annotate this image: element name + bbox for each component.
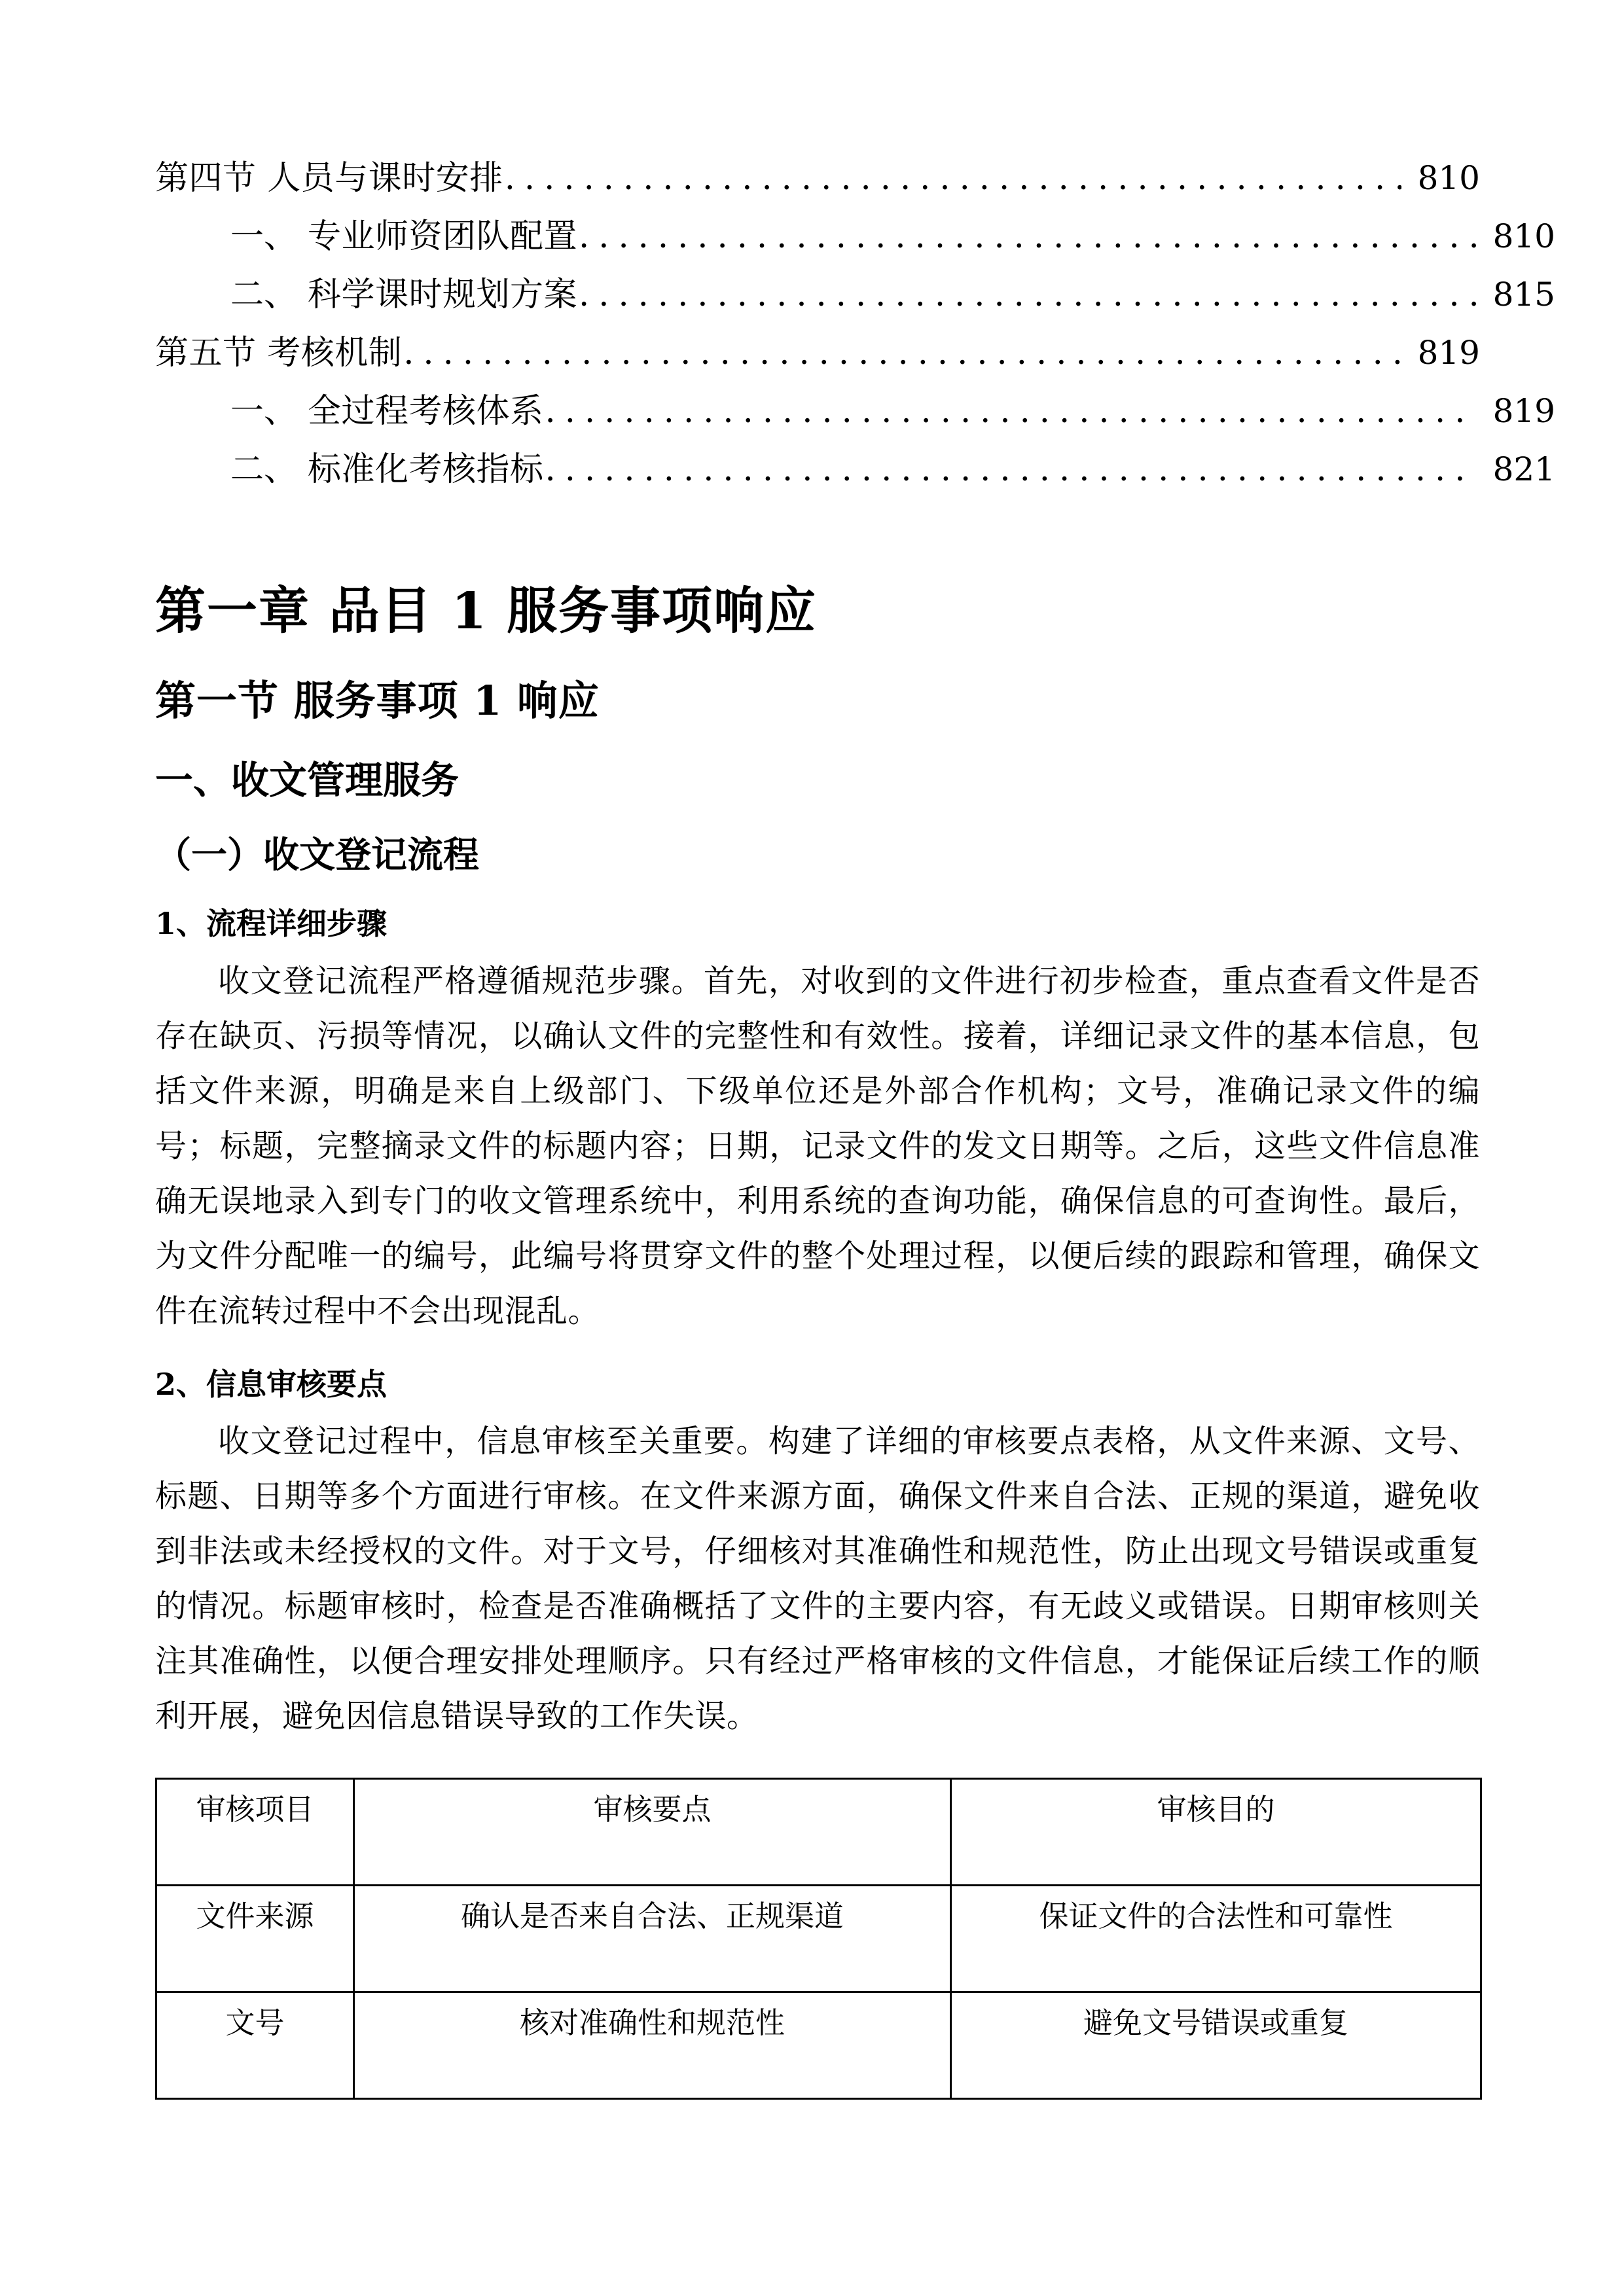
toc-entry-prefix: 一、 [230, 217, 298, 256]
toc-entry-prefix: 二、 [230, 276, 298, 314]
toc-entry[interactable] [155, 207, 1555, 266]
toc-entry-prefix: 二、 [230, 450, 298, 489]
toc-page-number: 810 [1417, 159, 1480, 197]
chapter-heading: 第一章 品目 1 服务事项响应 [155, 582, 817, 641]
toc-entry-label: 标准化考核指标 [308, 450, 544, 489]
item-heading-2: 2、信息审核要点 [155, 1366, 388, 1402]
toc-leader-dots [579, 278, 1477, 312]
page-content [155, 0, 1555, 2100]
toc-page-number: 815 [1492, 276, 1555, 314]
toc-leader-dots [545, 395, 1477, 428]
table-of-contents [155, 149, 1555, 499]
toc-leader-dots [403, 336, 1401, 370]
table-header-cell: 审核项目 [156, 1779, 354, 1886]
toc-entry-label: 专业师资团队配置 [308, 217, 578, 256]
toc-entry[interactable] [155, 440, 1555, 499]
toc-leader-dots [505, 162, 1401, 195]
toc-leader-dots [579, 220, 1477, 253]
toc-entry[interactable] [155, 382, 1555, 440]
table-cell: 核对准确性和规范性 [354, 1992, 951, 2099]
table-cell: 确认是否来自合法、正规渠道 [354, 1886, 951, 1992]
toc-entry-label: 科学课时规划方案 [308, 276, 578, 314]
subsubsection-heading: （一）收文登记流程 [155, 833, 480, 876]
toc-entry-prefix: 一、 [230, 392, 298, 431]
toc-entry[interactable] [155, 324, 1480, 382]
table-header-cell: 审核要点 [354, 1779, 951, 1886]
table-cell: 避免文号错误或重复 [951, 1992, 1481, 2099]
toc-page-number: 819 [1492, 392, 1555, 430]
table-row [156, 1992, 1481, 2099]
section-heading: 第一节 服务事项 1 响应 [155, 677, 600, 725]
toc-page-number: 819 [1417, 334, 1480, 372]
toc-leader-dots [545, 453, 1477, 486]
item-heading-1: 1、流程详细步骤 [155, 906, 388, 941]
table-header-cell: 审核目的 [951, 1779, 1481, 1886]
table-header-row [156, 1779, 1481, 1886]
table-cell: 文号 [156, 1992, 354, 2099]
subsection-heading: 一、收文管理服务 [155, 757, 460, 802]
audit-points-table [155, 1778, 1482, 2100]
table-cell: 文件来源 [156, 1886, 354, 1992]
table-row [156, 1886, 1481, 1992]
toc-entry-label: 第四节 人员与课时安排 [155, 159, 503, 198]
body-paragraph-2: 收文登记过程中，信息审核至关重要。构建了详细的审核要点表格，从文件来源、文号、标题、日期等多个方面进行审核。在文件来源方面，确保文件来自合法、正规的渠道，避免收到非法或未经授权的文件。对于文号，仔细核对其准确性和规范性，防止出现文号错误或重复的情况。标题审核时，检查是否准确概括了文件的主要内容，有无歧义或错误。日期审核则关注其准确性，以便合理安排处理顺序。只有经过严格审核的文件信息，才能保证后续工作的顺利开展，避免因信息错误导致的工作失误。 [155, 1423, 1480, 1734]
toc-entry-label: 全过程考核体系 [308, 392, 544, 431]
toc-page-number: 821 [1492, 450, 1555, 488]
toc-entry[interactable] [155, 266, 1555, 324]
toc-page-number: 810 [1492, 217, 1555, 255]
body-paragraph-1: 收文登记流程严格遵循规范步骤。首先，对收到的文件进行初步检查，重点查看文件是否存在缺页、污损等情况，以确认文件的完整性和有效性。接着，详细记录文件的基本信息，包括文件来源，明确是来自上级部门、下级单位还是外部合作机构；文号，准确记录文件的编号；标题，完整摘录文件的标题内容；日期，记录文件的发文日期等。之后，这些文件信息准确无误地录入到专门的收文管理系统中，利用系统的查询功能，确保信息的可查询性。最后，为文件分配唯一的编号，此编号将贯穿文件的整个处理过程，以便后续的跟踪和管理，确保文件在流转过程中不会出现混乱。 [155, 962, 1480, 1329]
table-cell: 保证文件的合法性和可靠性 [951, 1886, 1481, 1992]
toc-entry-label: 第五节 考核机制 [155, 334, 403, 372]
toc-entry[interactable] [155, 149, 1480, 207]
